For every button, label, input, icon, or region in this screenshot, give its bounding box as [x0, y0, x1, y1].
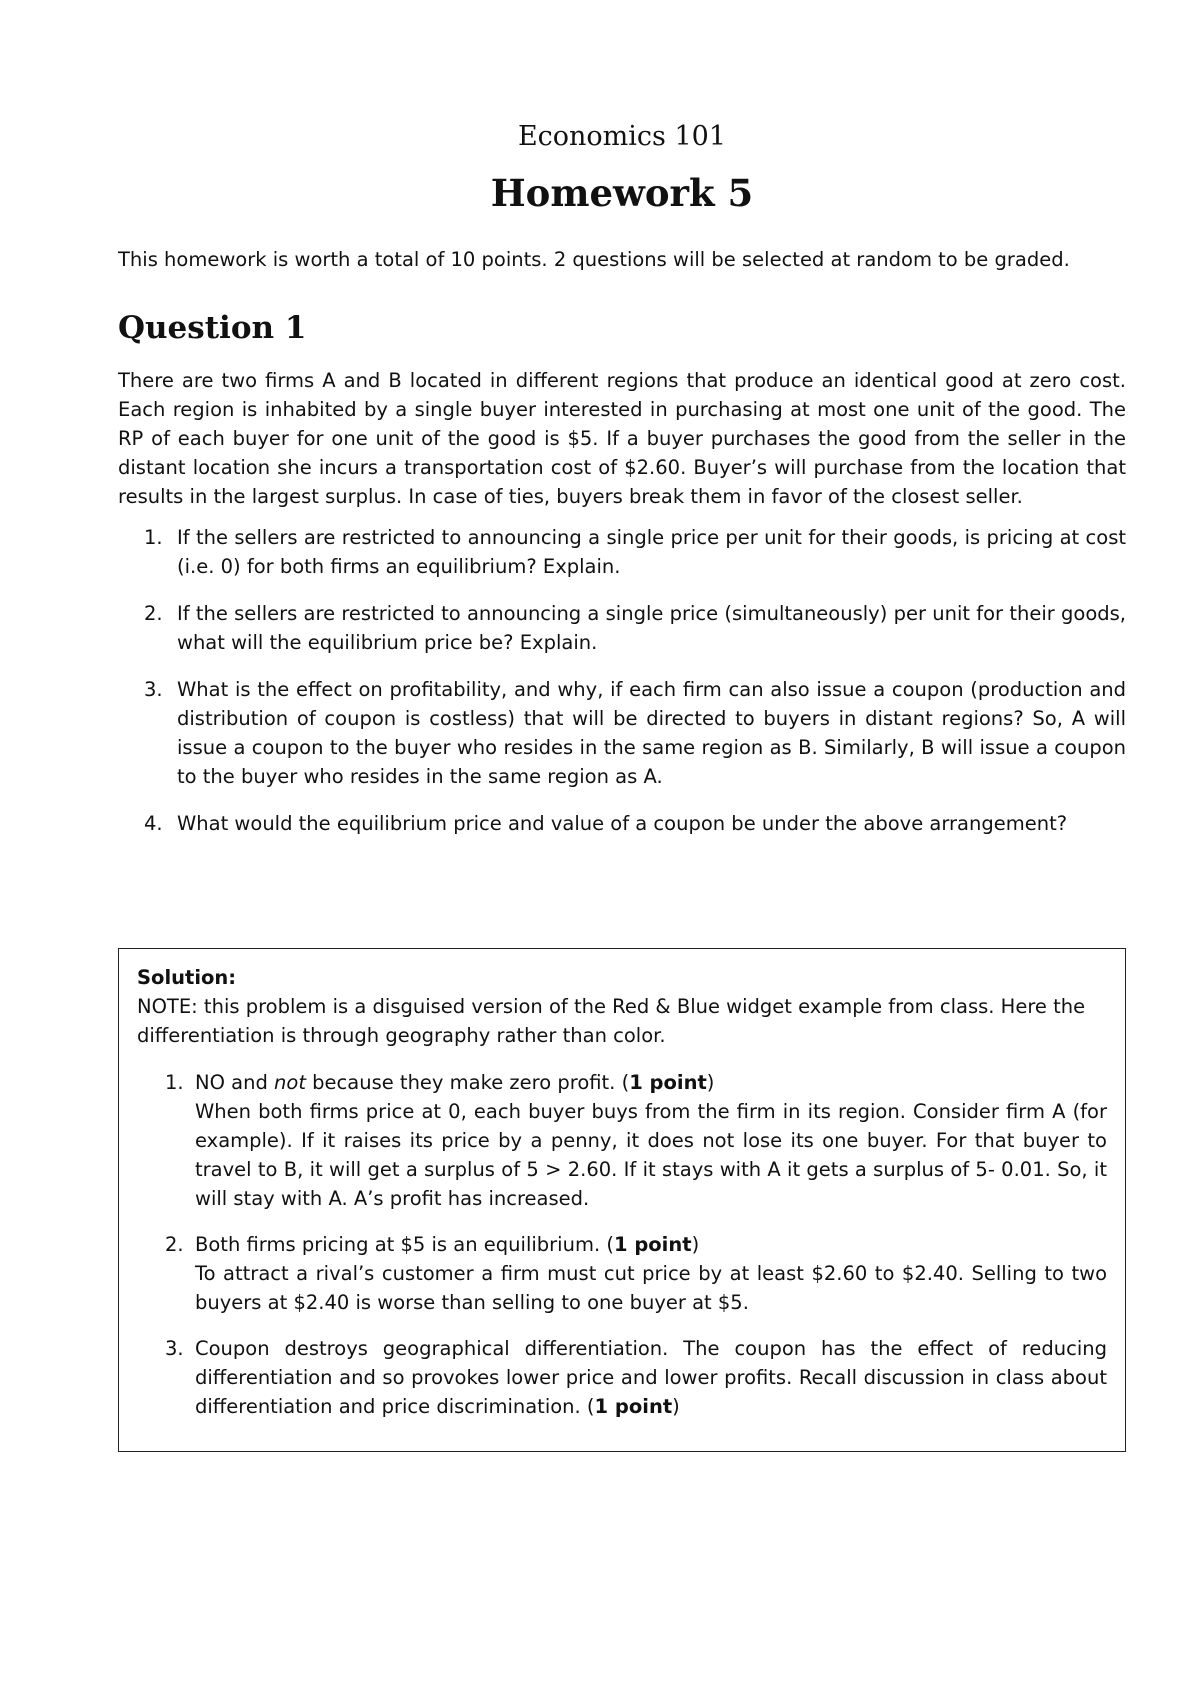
- solution-item-3-text: [195, 1337, 1107, 1418]
- solution-item-1-headline: [195, 1071, 714, 1094]
- solution-item-2-detail: To attract a rival’s customer a firm must cut price by at least $2.60 to $2.40. Selling to two buyers at $2.40 is worse than selling to one buyer at $5.: [195, 1262, 1107, 1314]
- points-label: 1 point: [629, 1071, 707, 1094]
- emphasis-text: not: [274, 1071, 306, 1094]
- item-number: 2.: [165, 1233, 184, 1256]
- course-title: Economics 101: [517, 121, 727, 152]
- question-item: [118, 599, 1126, 657]
- text-fragment: ): [706, 1071, 715, 1094]
- solution-note: NOTE: this problem is a disguised version of the Red & Blue widget example from class. Here the differentiation is through geography rather than color.: [137, 995, 1086, 1047]
- text-fragment: Both firms pricing at $5 is an equilibrium. (: [195, 1233, 614, 1256]
- text-fragment: NO and: [195, 1071, 275, 1094]
- item-number: 3.: [144, 678, 163, 701]
- solution-item: [137, 1334, 1107, 1421]
- homework-title: Homework 5: [490, 171, 754, 215]
- points-label: 1 point: [594, 1395, 673, 1418]
- item-text: If the sellers are restricted to announcing a single price per unit for their goods, is pricing at cost (i.e. 0) for both firms an equilibrium? Explain.: [177, 526, 1126, 578]
- question-item: [118, 809, 1126, 838]
- intro-text: This homework is worth a total of 10 points. 2 questions will be selected at random to be graded.: [118, 248, 1070, 271]
- solution-item: [137, 1230, 1107, 1317]
- solution-item-2-headline: [195, 1233, 699, 1256]
- solution-item: [137, 1068, 1107, 1213]
- item-number: 3.: [165, 1337, 184, 1360]
- question-1-heading: Question 1: [118, 310, 307, 346]
- solution-box: [118, 948, 1126, 1452]
- main-content: [118, 120, 1126, 856]
- question-1-body: There are two firms A and B located in different regions that produce an identical good at zero cost. Each region is inhabited by a single buyer interested in purchasing at most one unit of the good. The RP of each buyer for one unit of the good is $5. If a buyer purchases the good from the seller in the distant location she incurs a transportation cost of $2.60. Buyer’s will purchase from the location that results in the largest surplus. In case of ties, buyers break them in favor of the closest seller.: [118, 369, 1126, 508]
- item-number: 4.: [144, 812, 163, 835]
- points-label: 1 point: [613, 1233, 692, 1256]
- text-fragment: Coupon destroys geographical differentiation. The coupon has the effect of reducing differentiation and so provokes lower price and lower profits. Recall discussion in class about differentiation and price discrimination. (: [195, 1337, 1107, 1418]
- question-item: [118, 675, 1126, 791]
- item-text: What would the equilibrium price and value of a coupon be under the above arrangement?: [177, 812, 1068, 835]
- solution-list: [137, 1068, 1107, 1421]
- question-item: [118, 523, 1126, 581]
- text-fragment: ): [672, 1395, 680, 1418]
- item-text: If the sellers are restricted to announcing a single price (simultaneously) per unit for their goods, what will the equilibrium price be? Explain.: [177, 602, 1126, 654]
- text-fragment: ): [691, 1233, 700, 1256]
- solution-title: Solution:: [137, 966, 237, 989]
- item-number: 2.: [144, 602, 163, 625]
- item-number: 1.: [144, 526, 163, 549]
- text-fragment: because they make zero profit. (: [305, 1071, 630, 1094]
- item-number: 1.: [165, 1071, 184, 1094]
- question-1-list: [118, 523, 1126, 838]
- solution-item-1-detail: When both firms price at 0, each buyer buys from the firm in its region. Consider firm A (for example). If it raises its price by a penny, it does not lose its one buyer. For that buyer to travel to B, it will get a surplus of 5 > 2.60. If it stays with A it gets a surplus of 5- 0.01. So, it will stay with A. A’s profit has increased.: [195, 1100, 1107, 1210]
- item-text: What is the effect on profitability, and why, if each firm can also issue a coupon (production and distribution of coupon is costless) that will be directed to buyers in distant regions? So, A will issue a coupon to the buyer who resides in the same region as B. Similarly, B will issue a coupon to the buyer who resides in the same region as A.: [177, 678, 1126, 788]
